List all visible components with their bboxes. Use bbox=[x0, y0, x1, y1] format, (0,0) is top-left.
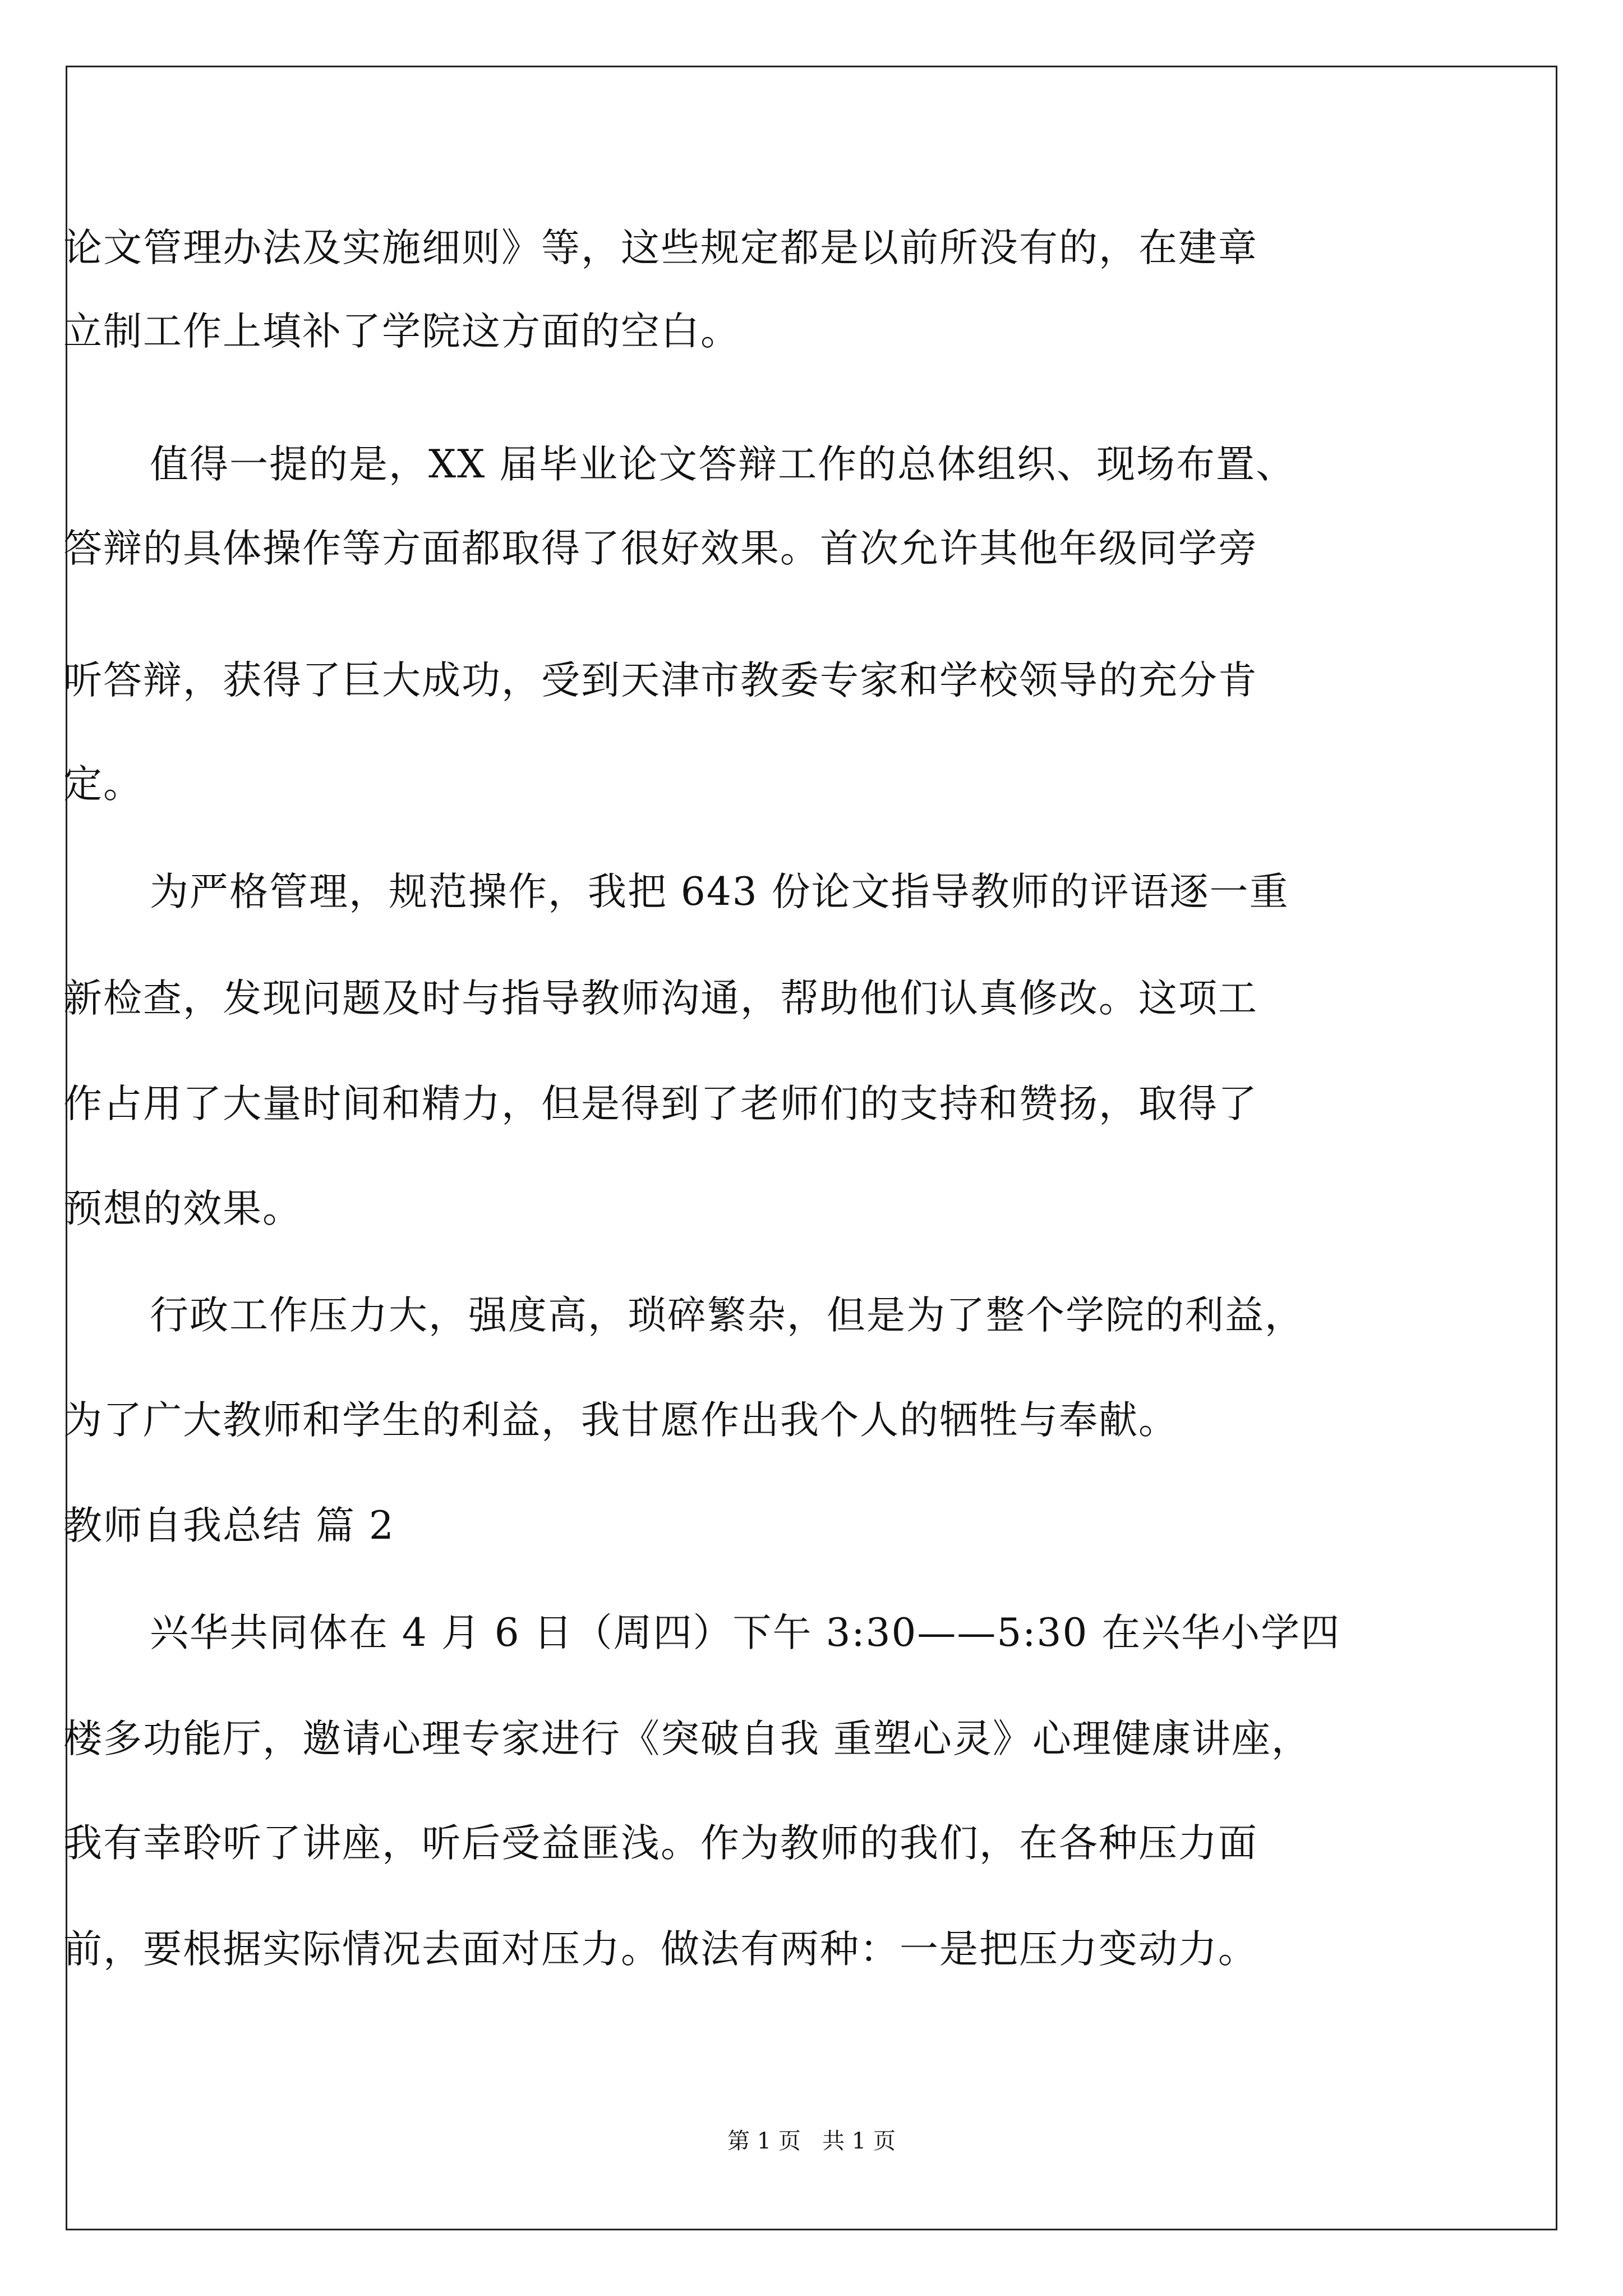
body-line: 新检查，发现问题及时与指导教师沟通，帮助他们认真修改。这项工 bbox=[63, 976, 1258, 1021]
paragraph-first-line: 行政工作压力大，强度高，琐碎繁杂，但是为了整个学院的利益， bbox=[150, 1293, 1304, 1338]
page-footer: 第 1 页 共 1 页 bbox=[727, 2128, 896, 2154]
body-line: 作占用了大量时间和精力，但是得到了老师们的支持和赞扬，取得了 bbox=[63, 1082, 1258, 1126]
section-heading: 教师自我总结 篇 2 bbox=[63, 1503, 395, 1548]
body-line: 答辩的具体操作等方面都取得了很好效果。首次允许其他年级同学旁 bbox=[63, 526, 1258, 571]
paragraph-first-line: 兴华共同体在 4 月 6 日（周四）下午 3:30——5:30 在兴华小学四 bbox=[150, 1611, 1341, 1655]
body-line: 楼多功能厅，邀请心理专家进行《突破自我 重塑心灵》心理健康讲座， bbox=[63, 1717, 1311, 1761]
body-line: 论文管理办法及实施细则》等，这些规定都是以前所没有的，在建章 bbox=[63, 226, 1258, 270]
body-line: 立制工作上填补了学院这方面的空白。 bbox=[63, 309, 740, 354]
paragraph-first-line: 为严格管理，规范操作，我把 643 份论文指导教师的评语逐一重 bbox=[150, 869, 1289, 914]
body-line: 前，要根据实际情况去面对压力。做法有两种：一是把压力变动力。 bbox=[63, 1927, 1258, 1972]
body-line: 为了广大教师和学生的利益，我甘愿作出我个人的牺牲与奉献。 bbox=[63, 1398, 1178, 1443]
body-line: 听答辩，获得了巨大成功，受到天津市教委专家和学校领导的充分肯 bbox=[63, 658, 1258, 703]
page-border bbox=[66, 66, 1557, 2230]
body-line: 定。 bbox=[63, 762, 143, 807]
body-line: 我有幸聆听了讲座，听后受益匪浅。作为教师的我们，在各种压力面 bbox=[63, 1821, 1258, 1866]
paragraph-first-line: 值得一提的是，XX 届毕业论文答辩工作的总体组织、现场布置、 bbox=[150, 442, 1296, 487]
body-line: 预想的效果。 bbox=[63, 1186, 302, 1231]
